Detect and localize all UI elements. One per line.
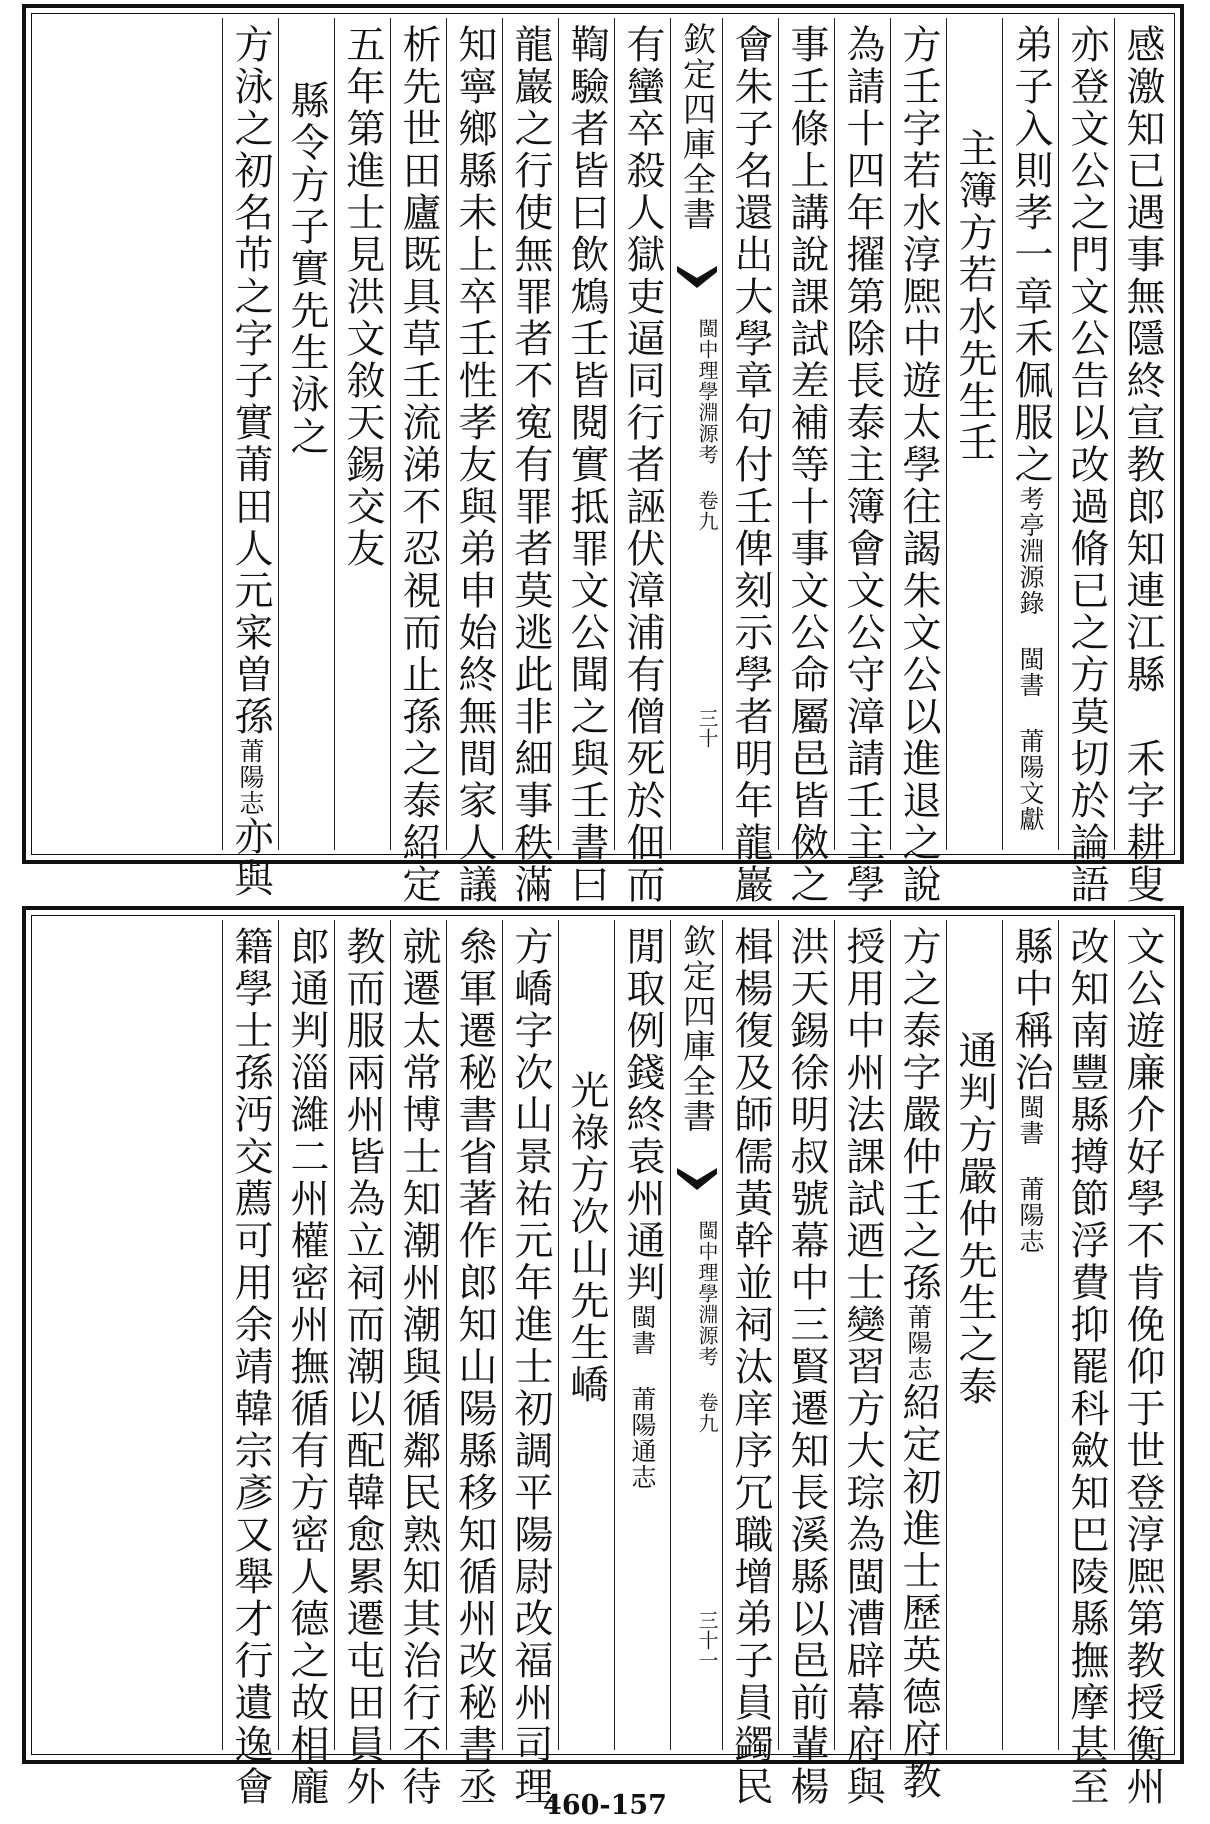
source-note: 考亭淵源錄 閩書 莆陽文獻: [1016, 486, 1045, 832]
text-column: 洪天錫徐明叔號幕中三賢遷知長溪縣以邑前輩楊: [778, 920, 834, 1750]
text-column: 龍巖之行使無罪者不寃有罪者莫逃此非細事秩滿: [502, 18, 558, 850]
text-column: 方泳之初名芇之字子實莆田人元寀曽孫莆陽志亦與: [222, 18, 278, 850]
text-column: 方嶠字次山景祐元年進士初調平陽尉改福州司理: [502, 920, 558, 1750]
heading-column: 縣令方子實先生泳之: [278, 18, 334, 850]
text-column: 改知南豐縣撙節浮費抑罷科斂知巴陵縣撫摩甚至: [1058, 920, 1114, 1750]
text-column: 事壬條上講說課試差補等十事文公命屬邑皆傚之: [778, 18, 834, 850]
fish-tail-mark-icon: [677, 266, 717, 294]
page-upper-columns: [36, 18, 1170, 906]
heading-column: 光祿方次山先生嶠: [558, 920, 614, 1750]
blank-area: [36, 18, 222, 850]
source-note: 莆陽志: [904, 1304, 933, 1382]
text-column: 授用中州法課試迺士變習方大琮為閩漕辟幕府與: [834, 920, 890, 1750]
text-column: 籍學士孫沔交薦可用余靖韓宗彥又舉才行遺逸會: [222, 920, 278, 1750]
text-column: 縣中稱治閩書 莆陽志: [1002, 920, 1058, 1750]
text-column: 教而服兩州皆為立祠而潮以配韓愈累遷屯田員外: [334, 920, 390, 1750]
heading-column: 通判方嚴仲先生之泰: [946, 920, 1002, 1750]
text-column: 為請十四年擢第除長泰主簿會文公守漳請壬主學: [834, 18, 890, 850]
section-label: 閩中理學淵源考 卷九: [695, 318, 719, 532]
page-upper: [22, 4, 1184, 906]
text-column: 楫楊復及師儒黃幹並祠汰庠序冗職增弟子員蠲民: [722, 920, 778, 1750]
page-number: 三十: [695, 708, 719, 748]
source-note: 莆陽志: [236, 738, 265, 816]
heading-column: 主簿方若水先生壬: [946, 18, 1002, 850]
center-fold: [670, 920, 722, 1750]
text-column: 方壬字若水淳熈中遊太學往謁朱文公以進退之說: [890, 18, 946, 850]
text-column: 郎通判淄濰二州權密州撫循有方密人德之故相龐: [278, 920, 334, 1750]
text-column: 閒取例錢終袁州通判閩書 莆陽通志: [614, 920, 670, 1750]
fish-tail-mark-icon: [677, 1168, 717, 1196]
section-label: 閩中理學淵源考 卷九: [695, 1220, 719, 1434]
text-column: 文公遊廉介好學不肯俛仰于世登淳熈第教授衡州: [1114, 920, 1170, 1750]
book-title: 欽定四庫全書: [678, 924, 717, 1134]
book-title: 欽定四庫全書: [678, 22, 717, 232]
text-column: 會朱子名還出大學章句付壬俾刻示學者明年龍巖: [722, 18, 778, 850]
text-column: 亦登文公之門文公告以改過脩已之方莫切於論語: [1058, 18, 1114, 850]
catalog-page-number: 460-157: [543, 1790, 667, 1821]
text-column: 就遷太常博士知潮州潮與循鄰民熟知其治行不待: [390, 920, 446, 1750]
page-number: 三十一: [695, 1610, 719, 1670]
text-column: 弟子入則孝一章禾佩服之考亭淵源錄 閩書 莆陽文獻: [1002, 18, 1058, 850]
text-column: 鞫驗者皆曰飲鴆壬皆閱實抵罪文公聞之與壬書曰: [558, 18, 614, 850]
center-fold: [670, 18, 722, 850]
text-column: 析先世田廬既具草壬流涕不忍視而止孫之泰紹定: [390, 18, 446, 850]
text-column: 有蠻卒殺人獄吏逼同行者誣伏漳浦有僧死於佃而: [614, 18, 670, 850]
source-note: 閩書 莆陽通志: [628, 1304, 657, 1490]
text-column: 知寧鄉縣未上卒壬性孝友與弟申始終無間家人議: [446, 18, 502, 850]
text-column: 五年第進士見洪文敘天錫交友: [334, 18, 390, 850]
blank-area: [36, 920, 222, 1750]
text-column: 叅軍遷秘書省著作郎知山陽縣移知循州改秘書丞: [446, 920, 502, 1750]
text-column: 方之泰字嚴仲壬之孫莆陽志紹定初進士歷英德府教: [890, 920, 946, 1750]
source-note: 閩書 莆陽志: [1016, 1094, 1045, 1254]
text-column: 感激知已遇事無隱終宣教郎知連江縣 禾字耕叟: [1114, 18, 1170, 850]
